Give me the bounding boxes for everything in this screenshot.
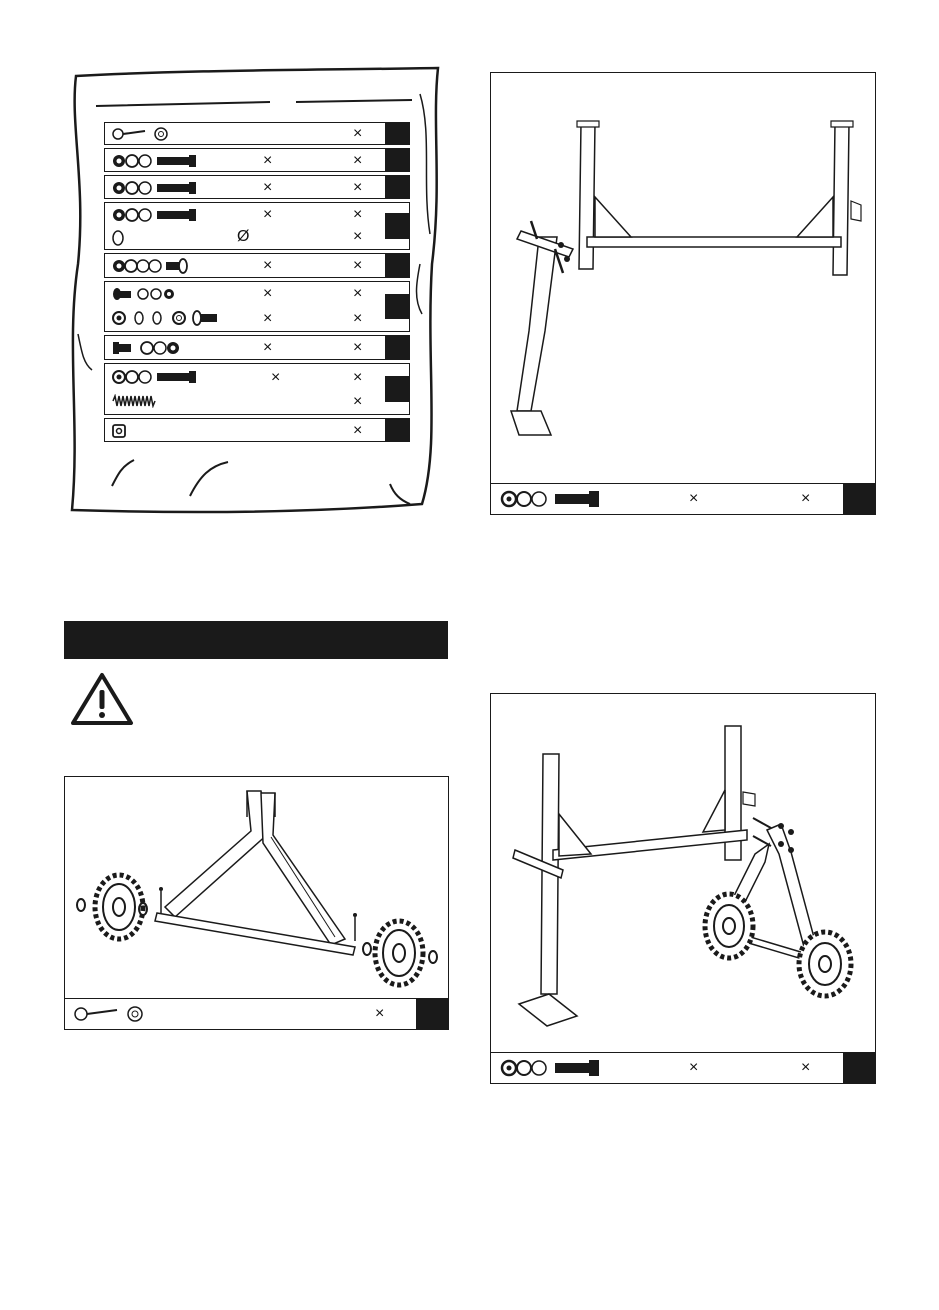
- warning-triangle-icon: [70, 672, 134, 726]
- quantity-mark: ×: [375, 1005, 385, 1022]
- row-index-tab: [385, 176, 409, 198]
- nut-washers-screw-icon: [111, 257, 191, 276]
- row-index-tab: [385, 294, 409, 319]
- nut-washer-bolt-icon: [111, 206, 201, 224]
- parts-row-6: [104, 281, 410, 332]
- step-wheels-panel: [64, 776, 449, 1030]
- wheel-axle-frame-illustration: [65, 777, 447, 997]
- nut-icon: [111, 422, 127, 440]
- quantity-mark: ×: [353, 257, 363, 274]
- hardware-strip: [65, 998, 448, 1029]
- row-index-tab: [385, 254, 409, 277]
- quantity-mark: ×: [353, 228, 363, 245]
- quantity-mark: ×: [271, 369, 281, 386]
- quantity-mark: ×: [263, 206, 273, 223]
- parts-row-4: [104, 202, 410, 250]
- diameter-symbol: Ø: [237, 228, 250, 245]
- row-index-tab: [385, 376, 409, 402]
- quantity-mark: ×: [353, 206, 363, 223]
- nut-washer-bolt-icon: [499, 1057, 609, 1079]
- step-number-tab: [843, 484, 875, 514]
- pin-and-washer-icon: [111, 126, 171, 142]
- section-header-bar: [64, 621, 448, 659]
- nut-washer-bolt-icon: [111, 152, 201, 170]
- hardware-strip: [491, 1052, 875, 1083]
- quantity-mark: ×: [353, 310, 363, 327]
- row-index-tab: [385, 213, 409, 239]
- hardware-strip: [491, 483, 875, 514]
- o-ring-icon: [111, 229, 125, 247]
- quantity-mark: ×: [353, 152, 363, 169]
- frame-leg-assembly-illustration: [491, 73, 874, 481]
- quantity-mark: ×: [353, 339, 363, 356]
- parts-row-7: [104, 335, 410, 360]
- quantity-mark: ×: [801, 1059, 811, 1076]
- screw-washers-nut-icon: [111, 285, 181, 303]
- quantity-mark: ×: [263, 339, 273, 356]
- nut-washer-bolt-icon: [499, 488, 609, 510]
- row-index-tab: [385, 419, 409, 441]
- quantity-mark: ×: [689, 490, 699, 507]
- pin-and-washer-icon: [73, 1004, 153, 1024]
- quantity-mark: ×: [263, 152, 273, 169]
- parts-row-9: [104, 418, 410, 442]
- quantity-mark: ×: [353, 179, 363, 196]
- parts-row-8: [104, 363, 410, 415]
- quantity-mark: ×: [801, 490, 811, 507]
- quantity-mark: ×: [353, 422, 363, 439]
- row-index-tab: [385, 149, 409, 171]
- quantity-mark: ×: [353, 369, 363, 386]
- nut-washers-screw-icon: [111, 308, 221, 328]
- spring-icon: [111, 394, 161, 408]
- parts-row-1: [104, 122, 410, 145]
- parts-row-2: [104, 148, 410, 172]
- quantity-mark: ×: [263, 310, 273, 327]
- frame-with-wheels-illustration: [491, 694, 874, 1050]
- bolt-washers-nut-icon: [111, 339, 181, 358]
- quantity-mark: ×: [263, 285, 273, 302]
- quantity-mark: ×: [263, 257, 273, 274]
- quantity-mark: ×: [689, 1059, 699, 1076]
- row-index-tab: [385, 123, 409, 144]
- parts-row-3: [104, 175, 410, 199]
- quantity-mark: ×: [353, 285, 363, 302]
- row-index-tab: [385, 336, 409, 359]
- nut-washer-bolt-icon: [111, 367, 201, 387]
- step-number-tab: [843, 1053, 875, 1083]
- step-number-tab: [416, 999, 448, 1029]
- quantity-mark: ×: [353, 125, 363, 142]
- step-frame-panel: [490, 72, 876, 515]
- parts-row-5: [104, 253, 410, 278]
- step-frame-wheels-panel: [490, 693, 876, 1084]
- quantity-mark: ×: [263, 179, 273, 196]
- quantity-mark: ×: [353, 393, 363, 410]
- nut-washer-bolt-icon: [111, 179, 201, 197]
